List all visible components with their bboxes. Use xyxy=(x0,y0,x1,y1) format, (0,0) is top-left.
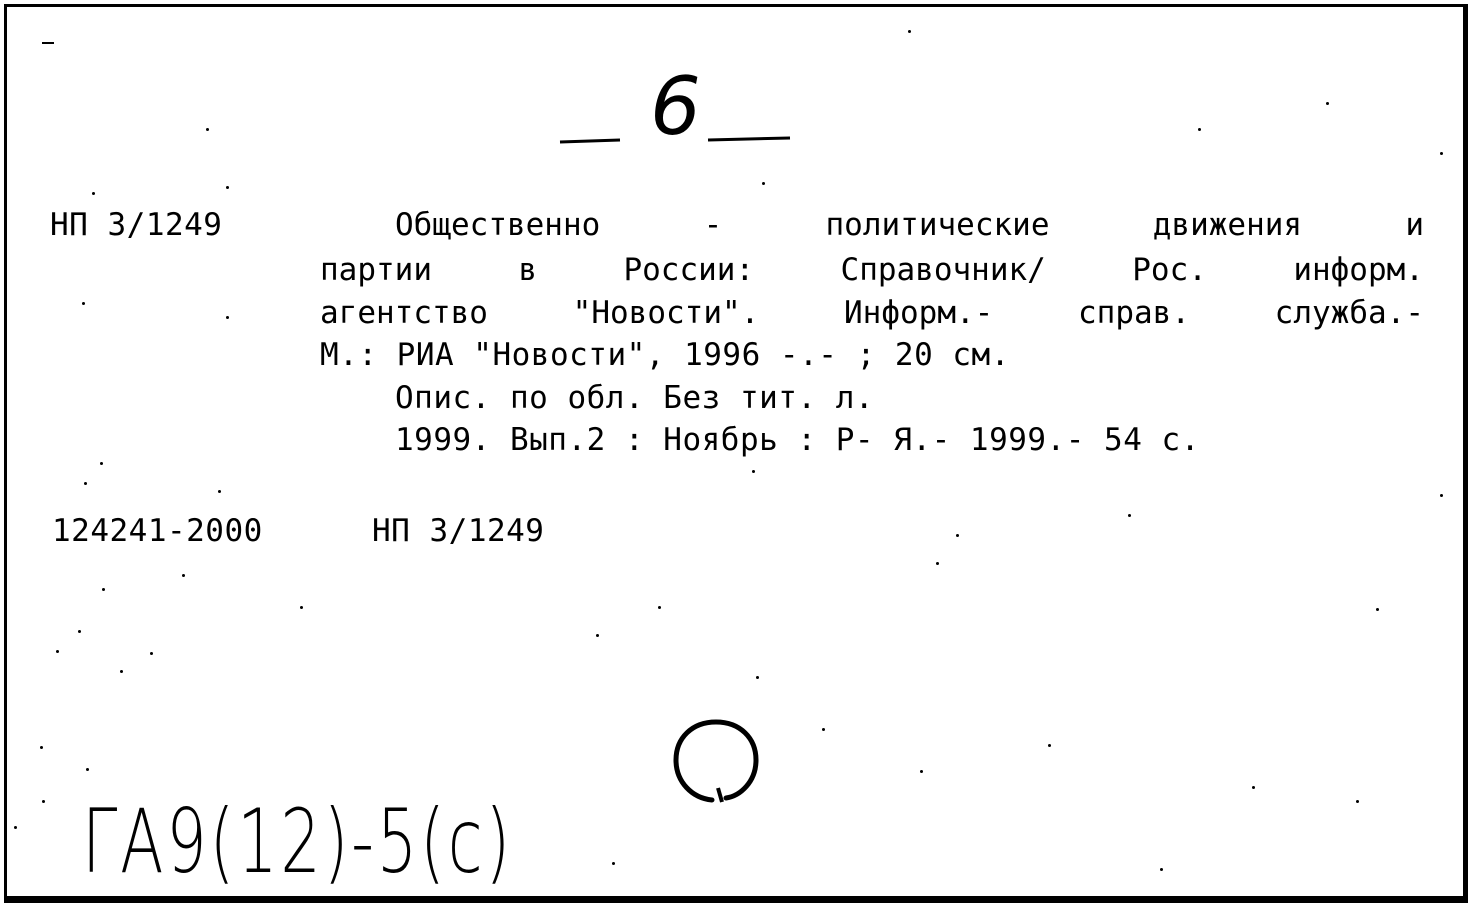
note-line-1: Опис. по обл. Без тит. л. xyxy=(395,380,875,416)
inventory-number: 124241-2000 xyxy=(52,513,263,549)
scan-speck xyxy=(752,470,755,473)
title-line-3 xyxy=(320,295,1424,331)
scan-speck xyxy=(1128,514,1131,517)
scan-speck xyxy=(78,630,81,633)
scan-speck xyxy=(1440,494,1443,497)
scan-speck xyxy=(84,482,87,485)
scan-speck xyxy=(956,534,959,537)
title-word: политические xyxy=(825,207,1050,243)
scan-speck xyxy=(1376,608,1379,611)
scan-speck xyxy=(762,182,765,185)
title-line-1 xyxy=(395,207,1424,243)
scan-speck xyxy=(82,302,85,305)
punch-hole-icon xyxy=(668,714,764,806)
scan-speck xyxy=(150,652,153,655)
scan-speck xyxy=(936,562,939,565)
title-word: агентство xyxy=(320,295,488,331)
scan-speck xyxy=(226,316,229,319)
scan-speck xyxy=(206,128,209,131)
scan-speck xyxy=(102,588,105,591)
scan-speck xyxy=(56,650,59,653)
title-line-2 xyxy=(320,252,1424,288)
scan-speck xyxy=(1356,800,1359,803)
scan-speck xyxy=(596,634,599,637)
scan-speck xyxy=(612,862,615,865)
scan-speck xyxy=(756,676,759,679)
scan-speck xyxy=(226,186,229,189)
scan-speck xyxy=(40,746,43,749)
title-word: Информ.- xyxy=(844,295,994,331)
title-word: справ. xyxy=(1078,295,1190,331)
title-word: Справочник/ xyxy=(840,252,1046,288)
sheet-number: 6 xyxy=(650,60,705,153)
title-word: и xyxy=(1405,207,1424,243)
scan-speck xyxy=(1048,744,1051,747)
title-word: Общественно xyxy=(395,207,601,243)
scan-speck xyxy=(42,42,54,44)
title-word: в xyxy=(518,252,538,288)
scan-speck xyxy=(218,490,221,493)
scan-speck xyxy=(86,768,89,771)
title-word: партии xyxy=(320,252,432,288)
scan-speck xyxy=(300,606,303,609)
title-word: "Новости". xyxy=(572,295,760,331)
handwritten-classification: ГА9(12)-5(с) xyxy=(82,790,514,893)
scan-speck xyxy=(822,728,825,731)
call-number: НП 3/1249 xyxy=(50,207,223,243)
title-word: Рос. xyxy=(1132,252,1207,288)
title-word: - xyxy=(703,207,723,243)
title-word: информ. xyxy=(1293,252,1424,288)
scan-speck xyxy=(1440,152,1443,155)
title-word: служба.- xyxy=(1274,295,1424,331)
scan-speck xyxy=(182,574,185,577)
scan-speck xyxy=(1198,128,1201,131)
scan-speck xyxy=(908,30,911,33)
scan-speck xyxy=(100,462,103,465)
note-line-2: 1999. Вып.2 : Ноябрь : Р- Я.- 1999.- 54 с. xyxy=(395,422,1200,458)
scan-speck xyxy=(1160,868,1163,871)
scan-speck xyxy=(14,826,17,829)
title-word: России: xyxy=(623,252,755,288)
title-word: движения xyxy=(1152,207,1303,243)
scan-speck xyxy=(42,800,45,803)
scan-speck xyxy=(1252,786,1255,789)
imprint-line: М.: РИА "Новости", 1996 -.- ; 20 см. xyxy=(320,337,1010,373)
scan-speck xyxy=(658,606,661,609)
scan-speck xyxy=(920,770,923,773)
scan-speck xyxy=(92,192,95,195)
scan-speck xyxy=(1326,102,1329,105)
inventory-call-number: НП 3/1249 xyxy=(372,513,545,549)
scan-speck xyxy=(120,670,123,673)
